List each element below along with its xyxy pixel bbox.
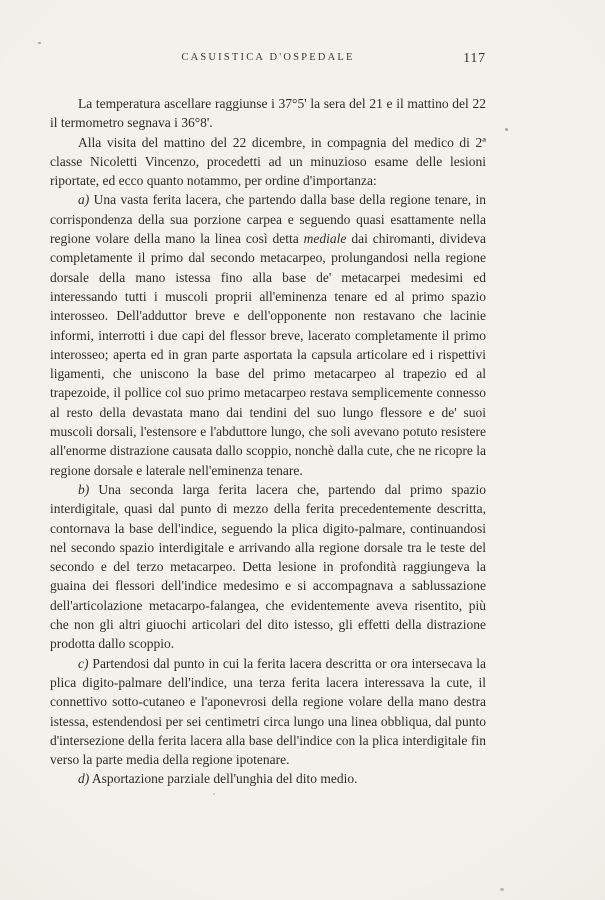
paragraph-text: Alla visita del mattino del 22 dicembre, in compagnia del medico di 2ª classe Nicoletti Vincenzo, procedetti ad un minuzioso esame delle lesioni riportate, ed ecco quanto notammo, per ordine d'importanza: [50, 134, 486, 189]
item-b-marker: b) [78, 481, 90, 497]
paragraph-item-b [50, 480, 486, 654]
item-d-text: Asportazione parziale dell'unghia del dito medio. [89, 771, 358, 787]
scan-speck [38, 42, 41, 44]
paragraph-item-c [50, 654, 486, 770]
item-d-marker: d) [78, 771, 90, 787]
item-a-text-pre: Una vasta ferita lacera, che partendo dalla base della regione tenare, in corrispondenza della sua porzione carpea e seguendo quasi esattamente nella regione volare della mano la linea così detta [50, 192, 486, 247]
body-text [50, 94, 486, 789]
item-c-marker: c) [78, 655, 89, 671]
item-a-italic-term: mediale [303, 231, 347, 247]
scan-speck [500, 888, 504, 891]
item-b-text: Una seconda larga ferita lacera che, partendo dal primo spazio interdigitale, quasi dal punto di mezzo della ferita precedentemente descritta, contornava la base dell'indice, seguendo la plica digito-palmare, continuandosi nel secondo spazio interdigitale e arrivando alla regione dorsale tra le teste del secondo e del terzo metacarpeo. Detta lesione in profondità raggiungeva la guaina dei flessori dell'indice medesimo e si accompagnava a sablussazione dell'articolazione metacarpo-falangea, che evidentemente aveva risentito, più che non gli altri giuochi articolari del dito istesso, gli effetti della distrazione prodotta dallo scoppio. [50, 481, 486, 652]
item-a-marker: a) [78, 192, 90, 208]
text-block [50, 52, 486, 789]
scan-speck [505, 128, 508, 131]
paragraph-visit [50, 133, 486, 191]
scan-speck [213, 793, 215, 795]
paragraph-item-a [50, 190, 486, 479]
running-head-title: CASUISTICA D'OSPEDALE [181, 52, 355, 63]
page-number: 117 [463, 50, 486, 65]
paragraph-temperature [50, 94, 486, 133]
item-a-text-post: dai chiromanti, divideva completamente il primo dal secondo metacarpeo, prolungandosi nella regione dorsale della mano istessa fino alla base de' metacarpei medesimi ed interessando tutti i muscoli proprii all'eminenza tenare ed al primo spazio interosseo. Dell'adduttor breve e dell'opponente non restavano che lacinie informi, interrotti i due capi del flessor breve, lacerato completamente il primo interosseo; aperta ed in gran parte asportata la capsula articolare ed i rispettivi ligamenti, che uniscono la base del primo metacarpeo al trapezio ed al trapezoide, il pollice col suo primo metacarpeo restava semplicemente connesso al resto della devastata mano dai tendini del suo lungo flessore e de' suoi muscoli dorsali, l'estensore e l'abduttore lungo, che soli avevano potuto resistere all'enorme distrazione causata dallo scoppio, nonchè dalla cute, che ne ricopre la regione dorsale e laterale nell'eminenza tenare. [50, 231, 486, 478]
running-head [50, 52, 486, 70]
paragraph-item-d [50, 769, 486, 788]
paragraph-text: La temperatura ascellare raggiunse i 37°5' la sera del 21 e il mattino del 22 il termometro segnava i 36°8'. [50, 96, 486, 131]
item-c-text: Partendosi dal punto in cui la ferita lacera descritta or ora intersecava la plica digito-palmare dell'indice, una terza ferita lacera interessava la cute, il connettivo sotto-cutaneo e l'aponevrosi della regione volare della mano destra istessa, estendendosi per sei centimetri circa lungo una linea obbliqua, dal punto d'intersezione della ferita lacera alla base dell'indice con la plica interdigitale fin verso la parte media della regione ipotenare. [50, 655, 486, 768]
